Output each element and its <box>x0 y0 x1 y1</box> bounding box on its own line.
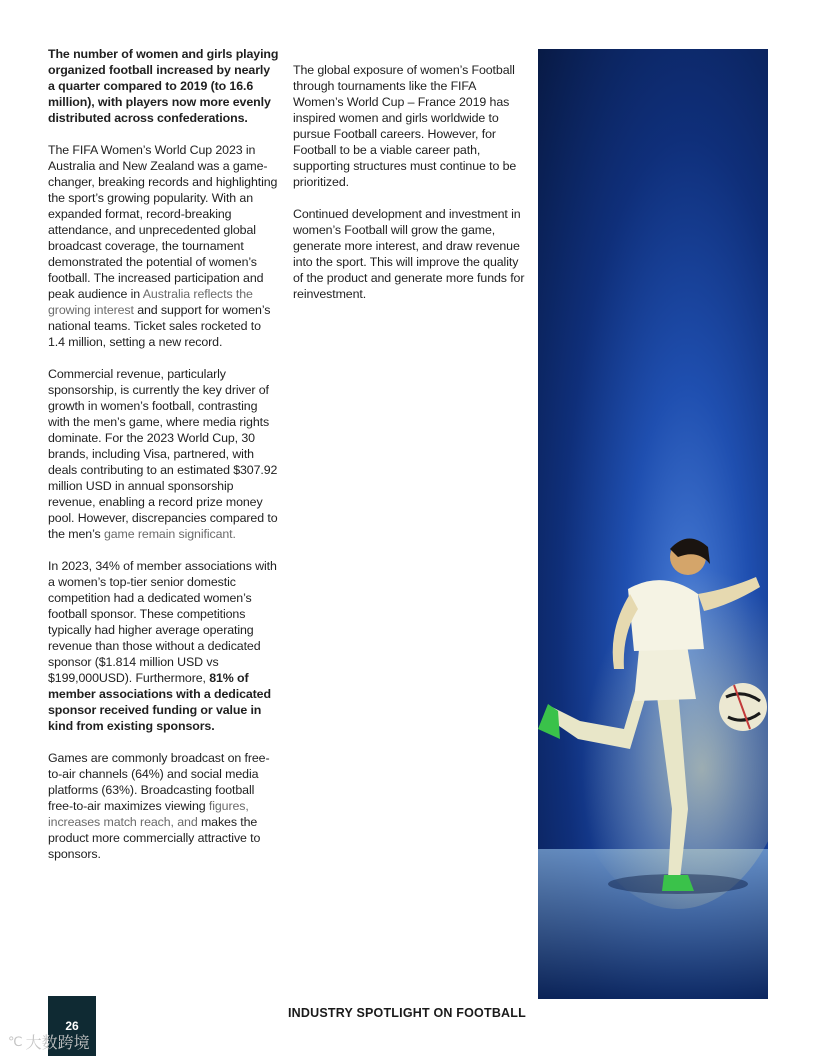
commercial-revenue-text-light: game remain significant. <box>103 527 236 541</box>
lead-paragraph: The number of women and girls playing organized football increased by nearly a quarter compared to 2019 (to 16.6 million), with players now more evenly distributed across confederations. <box>48 47 279 125</box>
commercial-revenue-text: Commercial revenue, particularly sponsorship, is currently the key driver of growth in women’s football, contrasting with the men’s game, where media rights dominate. For the 2023 World Cup, 30 brands, including Visa, partnered, with deals contributing to an estimated $307.92 million USD in annual sponsorship revenue, enabling a record prize money pool. However, discrepancies compared to the men’s <box>48 367 278 541</box>
sponsor-paragraph <box>48 558 280 734</box>
watermark <box>8 1030 90 1053</box>
left-column <box>48 46 280 878</box>
watermark-text: 大数跨境 <box>25 1035 90 1052</box>
investment-paragraph: Continued development and investment in women’s Football will grow the game, generate more interest, and draw revenue into the sport. This will improve the quality of the product and generate more funds for reinvestment. <box>293 207 525 301</box>
watermark-logo-icon: ℃ <box>8 1033 23 1049</box>
right-column <box>293 62 525 318</box>
footer-title: INDUSTRY SPOTLIGHT ON FOOTBALL <box>288 1006 526 1020</box>
commercial-revenue-paragraph <box>48 366 280 542</box>
broadcast-text: Games are commonly broadcast on free-to-air channels (64%) and social media platforms (63%). Broadcasting football free-to-air maximizes viewing <box>48 751 270 813</box>
football-player-photo <box>538 49 768 999</box>
world-cup-text-light: Australia reflects the growing interest <box>48 287 253 317</box>
page-number-badge: 26 <box>48 996 96 1056</box>
sponsor-text: In 2023, 34% of member associations with a women’s top-tier senior domestic competition had a dedicated women’s football sponsor. These competitions typically had higher average operating revenue than those without a dedicated sponsor ($1.814 million USD vs $199,000USD). Furthermore, <box>48 559 277 685</box>
sponsor-text-bold: 81% of member associations with a dedicated sponsor received funding or value in kind from existing sponsors. <box>48 671 271 733</box>
player-illustration <box>538 49 768 999</box>
world-cup-paragraph <box>48 142 280 350</box>
world-cup-text-end: and support for women’s national teams. Ticket sales rocketed to 1.4 million, setting a new record. <box>48 303 271 349</box>
exposure-paragraph: The global exposure of women’s Football through tournaments like the FIFA Women’s World Cup – France 2019 has inspired women and girls worldwide to pursue Football careers. However, for Football to be a viable career path, supporting structures must continue to be prioritized. <box>293 63 517 189</box>
broadcast-paragraph <box>48 750 280 862</box>
broadcast-text-light: figures, increases match reach, and <box>48 799 249 829</box>
world-cup-text: The FIFA Women’s World Cup 2023 in Australia and New Zealand was a game-changer, breaking records and highlighting the sport’s growing popularity. With an expanded format, record-breaking attendance, and unprecedented global broadcast coverage, the tournament demonstrated the potential of women’s football. The increased participation and peak audience in <box>48 143 278 301</box>
broadcast-text-end: makes the product more commercially attractive to sponsors. <box>48 815 261 861</box>
